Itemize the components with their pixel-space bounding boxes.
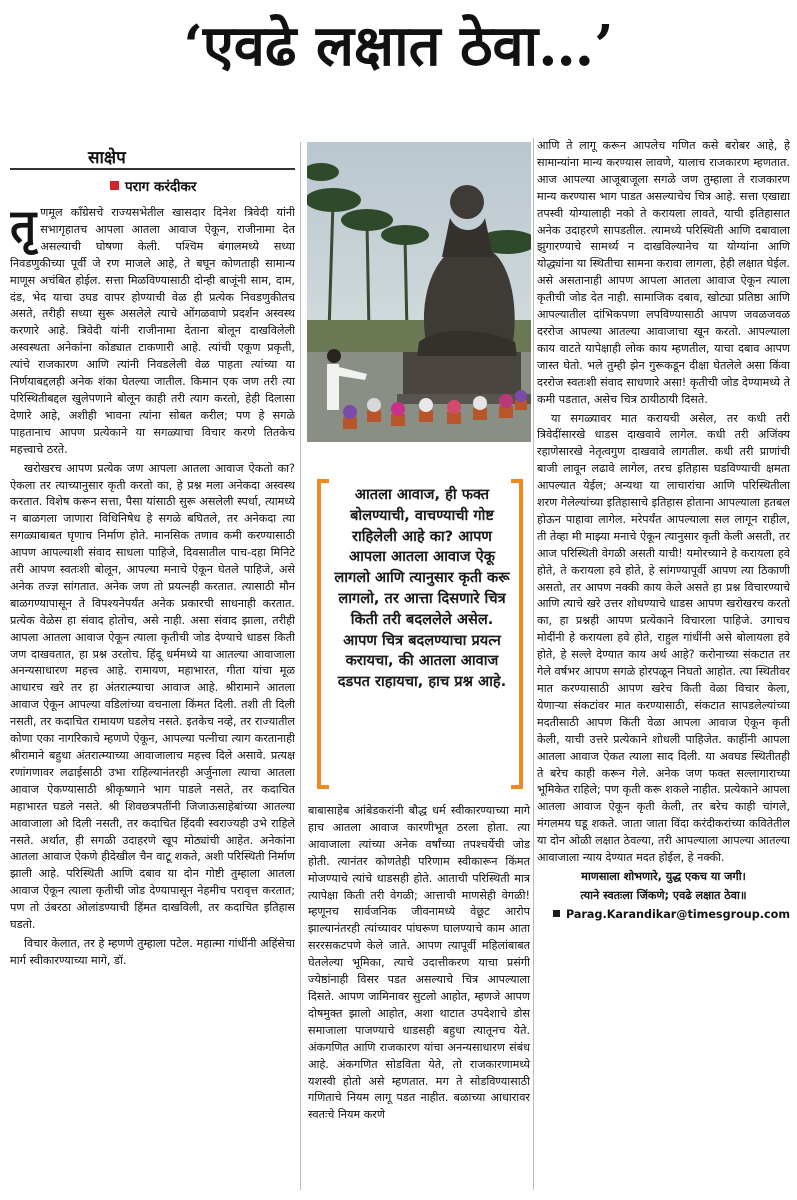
column-divider bbox=[300, 142, 301, 1190]
poem-line: त्याने स्वतःला जिंकणे; एवढे लक्षात ठेवा॥ bbox=[580, 888, 747, 902]
kicker-divider bbox=[10, 168, 295, 170]
article-paragraph: खरोखरच आपण प्रत्येक जण आपला आतला आवाज ऐकतो का? ऐकला तर त्याच्यानुसार कृती करतो का, हे प्रश्न मला अनेकदा अस्वस्थ करतात. विशेष करून सत्ता, पैसा यांसाठी सुरू असलेली स्पर्धा, त्यामध्ये न बाळगला जाणारा विधिनिषेध हे सगळे बघितले, तर अनेकदा त्या सगळ्याबाबत घृणाच निर्माण होते. मानसिक तणाव कमी करण्यासाठी आपण आपल्याशी संवाद साधला पाहिजे, दिवसातील पाच-दहा मिनिटे तरी आपण स्वतःशी बोलून, आपल्या मनाचे ऐकून घेतले पाहिजे, असे अनेक तज्ज्ञ सांगतात. अनेक जण तो प्रयत्नही करतात. त्यासाठी मौन बाळगण्यापासून ते विपश्यनेपर्यंत अनेक प्रकारची साधनाही करतात. प्रत्येक वेळेस हा संवाद होतोच, असे नाही. असा संवाद झाला, तरीही आपला आतला आवाज ऐकून त्याला कृतीची जोड देण्याचे धाडस किती जण दाखवतात, हा प्रश्न उरतोच. हिंदू धर्ममध्ये या आतल्या आवाजाला अनन्यसाधारण महत्त्व आहे. रामायण, महाभारत, गीता यांचा मूळ आधारच खरे तर हा अंतरात्म्याचा आवाज आहे. श्रीरामाने आतला आवाज ऐकून आपल्या वडिलांच्या वचनाला किंमत दिली. तशी ती दिली नसती, तर कदाचित रामायण घडलेच नसते. इतकेच नव्हे, तर राज्यातील कोणा एका नागरिकाचे म्हणणे ऐकून, आपल्या पत्नीचा त्याग करतानाही श्रीरामाने बहुधा अंतरात्म्याच्या आवाजालाच महत्त्व दिले असावे. प्रत्यक्ष रणांगणावर लढाईसाठी उभा राहिल्यानंतरही अर्जुनाला त्याचा आतला आवाज ऐकण्यासाठी श्रीकृष्णाने भाग पाडले नसते, तर कदाचित महाभारत घडले नसते. श्री शिवछत्रपतींनी जिजाऊसाहेबांच्या आतल्या आवाजाला ओ दिली नसती, तर कदाचित हिंदवी स्वराज्यही उभे राहिले नसते. अर्थात, ही सगळी उदाहरणे खूप मोठ्यांची आहेत. अनेकांना आतला आवाज ऐकणे हीदेखील चैन वाटू शकते, अशी परिस्थिती निर्माण झाली आहे. परिस्थिती आणि दबाव या दोन गोष्टी तुम्हाला आतला आवाज ऐकून त्याला कृतीची जोड देण्यापासून नेहमीच परावृत्त करतात; पण तो उंबरठा ओलांडण्याची हिंमत दाखविली, तर कदाचित इतिहास घडतो. bbox=[10, 461, 295, 932]
byline bbox=[110, 177, 196, 195]
article-paragraph: तृणमूल काँग्रेसचे राज्यसभेतील खासदार दिनेश त्रिवेदी यांनी सभागृहातच आपला आतला आवाज ऐकून, राजीनामा देत असल्याची घोषणा केली. पश्चिम बंगालमध्ये सध्या निवडणुकीच्या पूर्वी जे रण माजले आहे, ते बघून कोणताही सामान्य माणूस अचंबित होईल. सत्ता मिळविण्यासाठी दोन्ही बाजूंनी साम, दाम, दंड, भेद याचा उघड वापर होण्याची वेळ ही प्रत्येक निवडणुकीतच असते, तरीही सध्या सुरू असलेले त्याचे ओंगळवाणे प्रदर्शन अस्वस्थ करणारे आहे. त्रिवेदी यांनी राजीनामा देताना बोलून दाखविलेली अस्वस्थता अनेकांना कोड्यात टाकणारी आहे. त्यांची एकूण प्रकृती, त्यांचे राजकारण आणि त्यांनी निवडलेली वेळ पाहता त्यांच्या या निर्णयाबद्दलही अनेक शंका घेतल्या जातील. किमान एक जण तरी त्या परिस्थितीबद्दल खुलेपणाने बोलून काही तरी त्याग करतो, हेही दिलासा देणारे आहे, अशीही भावना त्यांना सोबत करील; पण हे सगळे पाहतानाच आपण प्रत्येकाने या सगळ्याचा विचार करणे तितकेच महत्त्वाचे ठरते. bbox=[10, 205, 295, 456]
headline: ‘एवढे लक्षात ठेवा…’ bbox=[183, 13, 614, 79]
drop-cap: तृ bbox=[10, 205, 37, 253]
red-square-icon bbox=[110, 181, 119, 190]
column-divider bbox=[533, 138, 534, 1190]
article-paragraph: आणि ते लागू करून आपलेच गणित कसे बरोबर आहे, हे सामान्यांना मान्य करण्यास लावणे, यालाच राजकारण म्हणतात. आज आपल्या आजूबाजूला सगळे जण तुम्हाला ते राजकारण मान्य करण्यास भाग पाडत असल्याचेच चित्र आहे. सत्ता एखाद्या तपस्वी योग्यालाही नको ते करायला लावते, याची इतिहासात अनेक उदाहरणे सापडतील. त्यामध्ये परिस्थिती आणि दबावाला झुगारण्याचे सामर्थ्य न दाखविल्यानेच या योग्यांना आणि योद्ध्यांना या स्थितीचा सामना करावा लागला, हेही लक्षात घेईल. असे असतानाही आपण आपला आतला आवाज ऐकून त्याला कृतीची जोड देत नाही. सामाजिक दबाव, खोट्या प्रतिष्ठा आणि आपल्यातील दांभिकपणा लपविण्यासाठी आपण जवळजवळ दररोज आपल्या आतल्या आवाजाचा खून करतो. आपल्याला काय वाटते यापेक्षाही लोक काय म्हणतील, याचा दबाव आपण जास्त घेतो. भले तुम्ही झेन गुरूकडून दीक्षा घेतलेले असा किंवा दररोज स्वतःशी संवाद साधणारे असा! कृतीची जोड देण्यामध्ये ते कमी पडतात, असेच चित्र ठायीठायी दिसते. bbox=[537, 139, 790, 406]
poem-line: माणसाला शोभणारे, युद्ध एकच या जगी। bbox=[581, 869, 746, 883]
article-paragraph: बाबासाहेब आंबेडकरांनी बौद्ध धर्म स्वीकारण्याच्या मागे हाच आतला आवाज कारणीभूत ठरला होता. त्या आवाजाला त्यांच्या अनेक वर्षांच्या तपश्चर्येची जोड होती. त्यानंतर कोणतेही परिणाम स्वीकारून किंमत मोजण्याचे त्यांचे धाडसही होते. आताची परिस्थिती मात्र त्यापेक्षा किती तरी वेगळी; आत्ताची माणसेही वेगळी! म्हणूनच सार्वजनिक जीवनामध्ये वेछूट आरोप झाल्यानंतरही त्यांच्यावर पांघरूण घालण्याचे काम आता सररसकटपणे केले जाते. आपण त्यापूर्वी महिलांबाबत घेतलेल्या भूमिका, त्याचे उदात्तीकरण याचा प्रसंगी ज्येष्ठांनाही विसर पडत असल्याचे चित्र आपल्याला दिसते. आपण जामिनावर सुटलो आहोत, म्हणजे आपण दोषमुक्त झालो आहोत, अशा थाटात उपदेशाचे डोस समाजाला पाजण्याचे धाडसही बहुधा त्यातूनच येते. अंकगणित आणि राजकारण यांचा अनन्यसाधारण संबंध आहे. अंकगणित सोडविता येते, तो राजकारणामध्ये यशस्वी होतो असे म्हणतात. मग ते सोडविण्यासाठी गणिताचे नियम लागू पडत नाहीत. बळाच्या आधारावर स्वतःचे नियम करणे bbox=[308, 804, 530, 1122]
author-name: पराग करंदीकर bbox=[125, 179, 197, 195]
article-paragraph: या सगळ्यावर मात करायची असेल, तर कधी तरी त्रिवेदींसारखे धाडस दाखवावे लागेल. कधी तरी अजिंक्य रहाणेसारखे नेतृत्वगुण दाखवावे लागतील. कधी तरी प्राणांची बाजी लावून लढावे लागेल, तरच इतिहास घडविण्याची क्षमता आपल्यात येईल; अन्यथा या लाचारांचा आणि परिस्थितीला शरण गेलेल्यांच्या इतिहासाचे इतिहास होताना आपल्याला हतबल होऊन पाहावा लागेल. मरेपर्यंत आपल्याला सल लागून राहील, ती तेव्हा मी माझ्या मनाचे ऐकून त्यानुसार कृती केली असती, तर आज परिस्थिती वेगळी असती याची! यमोरच्याने हे करायला हवे होते, ते करायला हवे होते, हे सांगण्यापूर्वी आपण त्या ठिकाणी असतो, तर आपण नक्की काय केले असते हा प्रश्न विचारण्याचे आणि त्याचे खरे उत्तर शोधण्याचे धाडस आपण खरोखरच करतो का, हा प्रश्नही आपण प्रत्येकाने विचारला पाहिजे. उगाचच मोदींनी हे करायला हवे होते, राहुल गांधींनी असे बोलायला हवे होते, हे सल्ले देण्यात काय अर्थ आहे? करोनाच्या संकटात तर गेले वर्षभर आपण सगळे होरपळून निघतो आहोत. त्या स्थितीवर मात करण्यासाठी आपण खरेच किती वेळा विचार केला, येणाऱ्या संकटांवर मात करण्यासाठी, संकटात सापडलेल्यांच्या मदतीसाठी आपण किती वेळा आपला आवाज ऐकून कृती केली, याची उत्तरे प्रत्येकाने शोधली पाहिजेत. काहींनी आपला आतला आवाज ऐकत त्याला साद दिली. या अवघड स्थितीतही ते बरेच काही करून गेले. अनेक जण फक्त सल्लागाराच्या भूमिकेत राहिले; पण कृती करू शकले नाहीत. प्रत्येकाने आपला आतला आवाज ऐकून कृती केली, तर बरेच काही चांगले, मंगलमय घडू शकते. जाता जाता विंदा करंदीकरांच्या कवितेतील या दोन ओळी लक्षात ठेवल्या, तरी आपल्याला आपल्या आतल्या आवाजाला न्याय देण्यात मदत होईल, हे नक्की. bbox=[537, 411, 790, 865]
pull-quote bbox=[315, 475, 525, 793]
column-name: साक्षेप bbox=[88, 148, 126, 168]
author-email: Parag.Karandikar@timesgroup.com bbox=[537, 907, 790, 924]
article-column-2 bbox=[308, 803, 530, 1190]
square-icon bbox=[553, 910, 560, 917]
article-paragraph: विचार केलात, तर हे म्हणणे तुम्हाला पटेल. महात्मा गांधींनी अहिंसेचा मार्ग स्वीकारण्याच्या मागे, डॉ. bbox=[10, 936, 295, 967]
statue-photo bbox=[307, 142, 531, 442]
article-column-1 bbox=[10, 205, 295, 1190]
article-column-3 bbox=[537, 138, 790, 1190]
pull-quote-text: आतला आवाज, ही फक्त बोलण्याची, वाचण्याची गोष्ट राहिलेली आहे का? आपण आपला आतला आवाज ऐकू लागलो आणि त्यानुसार कृती करू लागलो, तर आत्ता दिसणारे चित्र किती तरी बदललेले असेल. आपण चित्र बदलण्याचा प्रयत्न करायचा, की आतला आवाज दडपत राहायचा, हाच प्रश्न आहे. bbox=[334, 486, 510, 691]
